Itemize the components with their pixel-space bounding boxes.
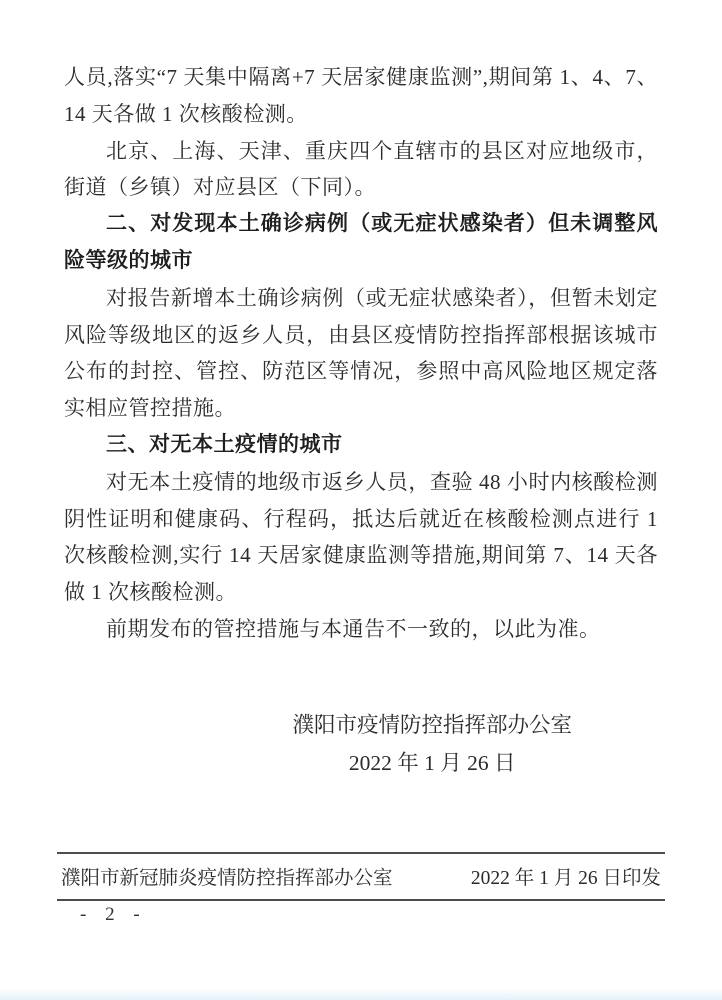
signature-office: 濮阳市疫情防控指挥部办公室 — [292, 713, 572, 737]
heading-section-2: 二、对发现本土确诊病例（或无症状感染者）但未调整风险等级的城市 — [64, 212, 658, 272]
para-section-2: 对报告新增本土确诊病例（或无症状感染者），但暂未划定风险等级地区的返乡人员，由县区疫情防控指挥部根据该城市公布的封控、管控、防范区等情况，参照中高风险地区规定落实相应管控措施。 — [64, 285, 658, 421]
para-continuation: 人员,落实“7 天集中隔离+7 天居家健康监测”,期间第 1、4、7、14 天各做 1 次核酸检测。 — [64, 65, 658, 126]
heading-section-3: 三、对无本土疫情的城市 — [106, 432, 343, 456]
signature-block — [292, 706, 572, 782]
imprint-print-date: 2022 年 1 月 26 日印发 — [470, 868, 661, 889]
para-section-3: 对无本土疫情的地级市返乡人员，查验 48 小时内核酸检测阴性证明和健康码、行程码，抵达后就近在核酸检测点进行 1 次核酸检测,实行 14 天居家健康监测等措施,期间第 7、14 天各做 1 次核酸检测。 — [64, 469, 658, 605]
imprint-footer — [57, 852, 665, 901]
page-number: - 2 - — [80, 904, 147, 925]
scan-edge-tint — [0, 988, 722, 1000]
signature-date: 2022 年 1 月 26 日 — [348, 751, 516, 775]
para-closing: 前期发布的管控措施与本通告不一致的，以此为准。 — [106, 616, 601, 641]
para-municipalities: 北京、上海、天津、重庆四个直辖市的县区对应地级市，街道（乡镇）对应县区（下同）。 — [64, 138, 658, 200]
document-body — [64, 59, 658, 648]
imprint-issuer: 濮阳市新冠肺炎疫情防控指挥部办公室 — [61, 868, 393, 889]
